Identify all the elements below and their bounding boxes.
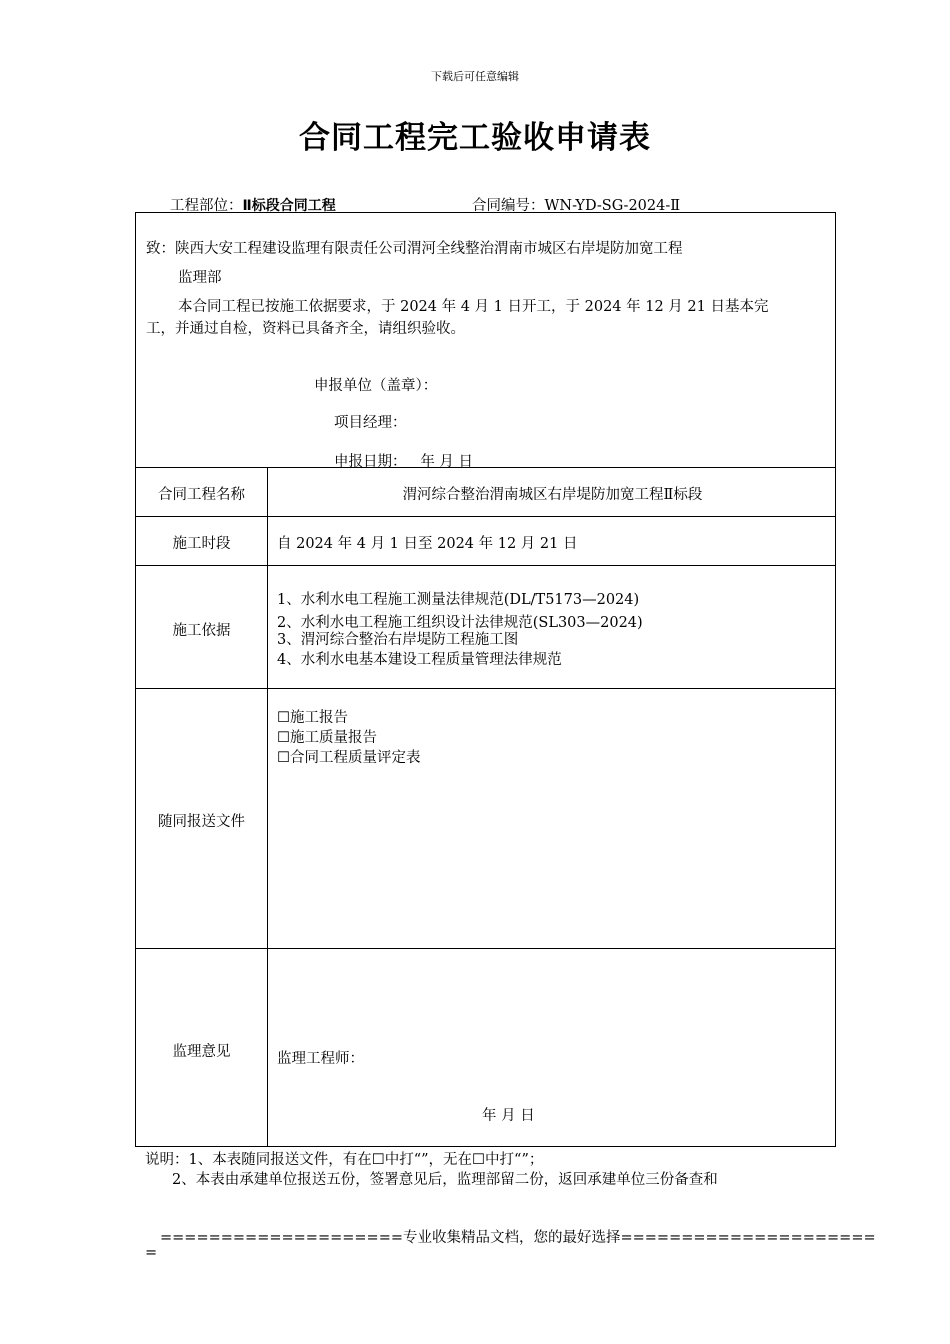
document-checkbox-item: ☐施工质量报告	[277, 730, 377, 746]
document-checkbox-item: ☐施工报告	[277, 710, 348, 726]
divider	[136, 565, 835, 566]
footer-banner: ====================专业收集精品文档，您的最好选择=====================	[160, 1230, 876, 1246]
addressee-line: 致：陕西大安工程建设监理有限责任公司渭河全线整治渭南市城区右岸堤防加宽工程	[146, 241, 683, 257]
contract-number-value: WN-YD-SG-2024-Ⅱ	[544, 198, 681, 214]
basis-item: 3、渭河综合整治右岸堤防工程施工图	[277, 632, 519, 648]
contract-name-value: 渭河综合整治渭南城区右岸堤防加宽工程Ⅱ标段	[402, 487, 703, 503]
period-label: 施工时段	[172, 536, 231, 552]
opinion-label: 监理意见	[172, 1044, 231, 1060]
divider	[136, 688, 835, 689]
applicant-unit-label: 申报单位（盖章）：	[314, 378, 438, 394]
basis-item: 1、水利水电工程施工测量法律规范(DL/T5173—2024)	[277, 592, 640, 608]
note-line-2: 2、本表由承建单位报送五份，签署意见后，监理部留二份，返回承建单位三份备查和	[172, 1172, 718, 1188]
basis-item: 4、水利水电基本建设工程质量管理法律规范	[277, 652, 562, 668]
application-body-line2: 工，并通过自检，资料已具备齐全，请组织验收。	[146, 321, 465, 337]
contract-number-label: 合同编号：	[472, 198, 545, 214]
divider	[136, 948, 835, 949]
page-title: 合同工程完工验收申请表	[299, 120, 651, 156]
opinion-date: 年 月 日	[482, 1108, 535, 1124]
basis-item: 2、水利水电工程施工组织设计法律规范(SL303—2024)	[277, 615, 643, 631]
footer-banner-continuation: =	[145, 1245, 158, 1261]
basis-label: 施工依据	[172, 623, 231, 639]
divider	[136, 467, 835, 468]
documents-list	[277, 708, 421, 768]
documents-label: 随同报送文件	[158, 814, 245, 830]
document-checkbox-item: ☐合同工程质量评定表	[277, 750, 421, 766]
work-location-label: 工程部位：	[170, 198, 243, 214]
application-date-label: 申报日期：	[334, 454, 407, 470]
period-value: 自 2024 年 4 月 1 日至 2024 年 12 月 21 日	[277, 536, 578, 552]
project-manager-label: 项目经理：	[334, 415, 407, 431]
divider	[136, 516, 835, 517]
note-line-1: 说明：1、本表随同报送文件，有在☐中打“”，无在☐中打“”；	[145, 1152, 544, 1168]
contract-name-label: 合同工程名称	[158, 487, 245, 503]
application-body-line1: 本合同工程已按施工依据要求，于 2024 年 4 月 1 日开工，于 2024 年 12 月 21 日基本完	[178, 299, 769, 315]
work-location-value: Ⅱ标段合同工程	[242, 198, 336, 214]
application-date-fields: 年 月 日	[420, 454, 474, 470]
column-divider	[267, 467, 268, 1146]
addressee-dept: 监理部	[178, 270, 222, 286]
basis-list	[277, 590, 643, 670]
header-note: 下载后可任意编辑	[431, 70, 519, 83]
supervising-engineer-label: 监理工程师：	[277, 1051, 364, 1067]
application-table	[135, 212, 836, 1147]
